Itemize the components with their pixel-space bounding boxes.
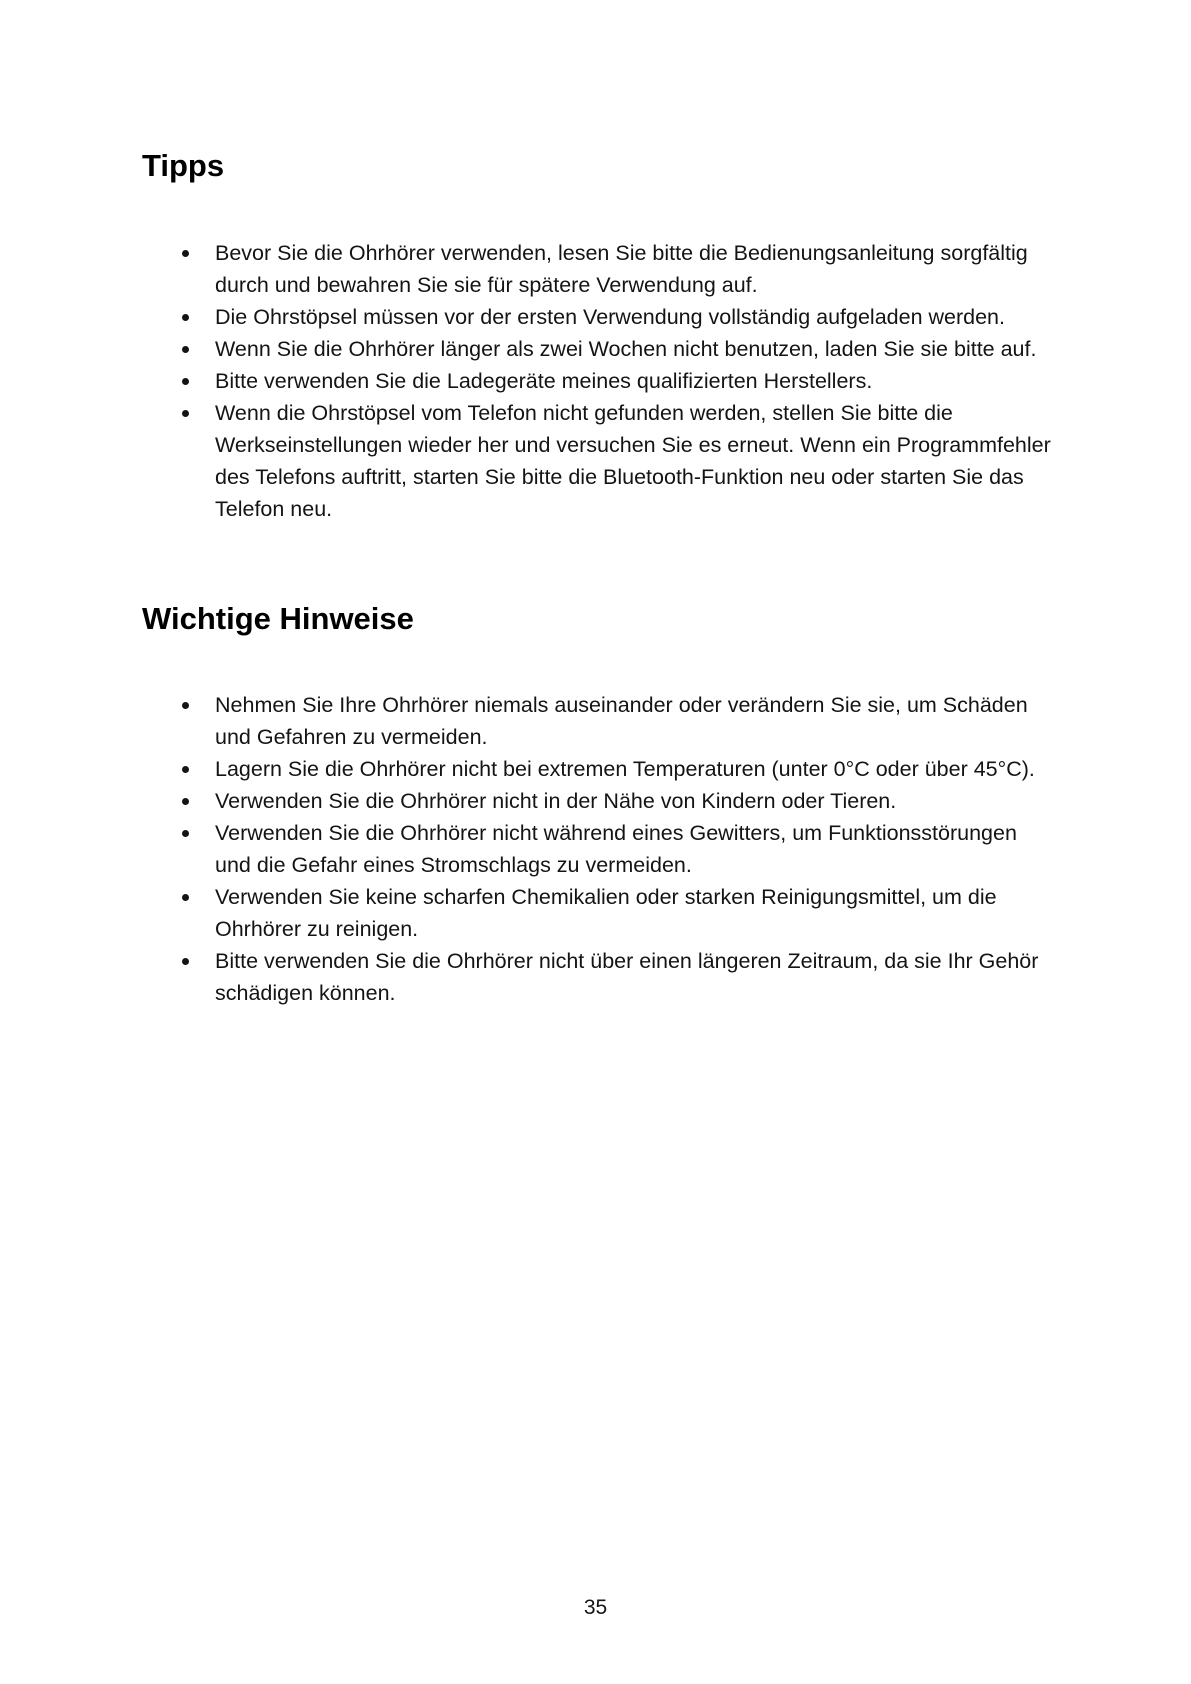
list-item-text: Bevor Sie die Ohrhörer verwenden, lesen Sie bitte die Bedienungsanleitung sorgfältig durch und bewahren Sie sie für spätere Verwendung auf.: [215, 241, 1028, 297]
list-item-text: Verwenden Sie keine scharfen Chemikalien oder starken Reinigungsmittel, um die Ohrhörer zu reinigen.: [215, 885, 997, 941]
list-item-text: Bitte verwenden Sie die Ladegeräte meines qualifizierten Herstellers.: [215, 369, 873, 393]
hinweise-bullet-list: [0, 689, 1191, 1009]
bullet-icon: [182, 378, 189, 385]
list-item-text: Wenn die Ohrstöpsel vom Telefon nicht gefunden werden, stellen Sie bitte die Werkseinstellungen wieder her und versuchen Sie es erneut. Wenn ein Programmfehler des Telefons auftritt, starten Sie bitte die Bluetooth-Funktion neu oder starten Sie das Telefon neu.: [215, 401, 1051, 521]
section-heading-wichtige-hinweise: Wichtige Hinweise: [142, 601, 414, 636]
tipps-bullet-list: [0, 237, 1191, 525]
list-item: [0, 881, 1055, 945]
list-item-text: Lagern Sie die Ohrhörer nicht bei extremen Temperaturen (unter 0°C oder über 45°C).: [215, 757, 1035, 781]
list-item: [0, 753, 1055, 785]
list-item: [0, 365, 1055, 397]
bullet-icon: [182, 346, 189, 353]
bullet-icon: [182, 958, 189, 965]
list-item: [0, 237, 1055, 301]
list-item-text: Bitte verwenden Sie die Ohrhörer nicht über einen längeren Zeitraum, da sie Ihr Gehör schädigen können.: [215, 949, 1039, 1005]
list-item: [0, 301, 1055, 333]
list-item: [0, 785, 1055, 817]
bullet-icon: [182, 798, 189, 805]
bullet-icon: [182, 894, 189, 901]
list-item: [0, 817, 1055, 881]
bullet-icon: [182, 250, 189, 257]
list-item: [0, 945, 1055, 1009]
list-item: [0, 333, 1055, 365]
list-item-text: Nehmen Sie Ihre Ohrhörer niemals auseinander oder verändern Sie sie, um Schäden und Gefahren zu vermeiden.: [215, 693, 1028, 749]
list-item-text: Verwenden Sie die Ohrhörer nicht in der Nähe von Kindern oder Tieren.: [215, 789, 897, 813]
bullet-icon: [182, 702, 189, 709]
bullet-icon: [182, 314, 189, 321]
list-item: [0, 397, 1055, 525]
section-heading-tipps: Tipps: [142, 148, 225, 183]
bullet-icon: [182, 830, 189, 837]
list-item-text: Die Ohrstöpsel müssen vor der ersten Verwendung vollständig aufgeladen werden.: [215, 305, 1005, 329]
list-item-text: Verwenden Sie die Ohrhörer nicht während eines Gewitters, um Funktionsstörungen und die Gefahr eines Stromschlags zu vermeiden.: [215, 821, 1017, 877]
bullet-icon: [182, 766, 189, 773]
bullet-icon: [182, 410, 189, 417]
list-item-text: Wenn Sie die Ohrhörer länger als zwei Wochen nicht benutzen, laden Sie sie bitte auf.: [215, 337, 1037, 361]
page-number: 35: [583, 1596, 608, 1619]
list-item: [0, 689, 1055, 753]
